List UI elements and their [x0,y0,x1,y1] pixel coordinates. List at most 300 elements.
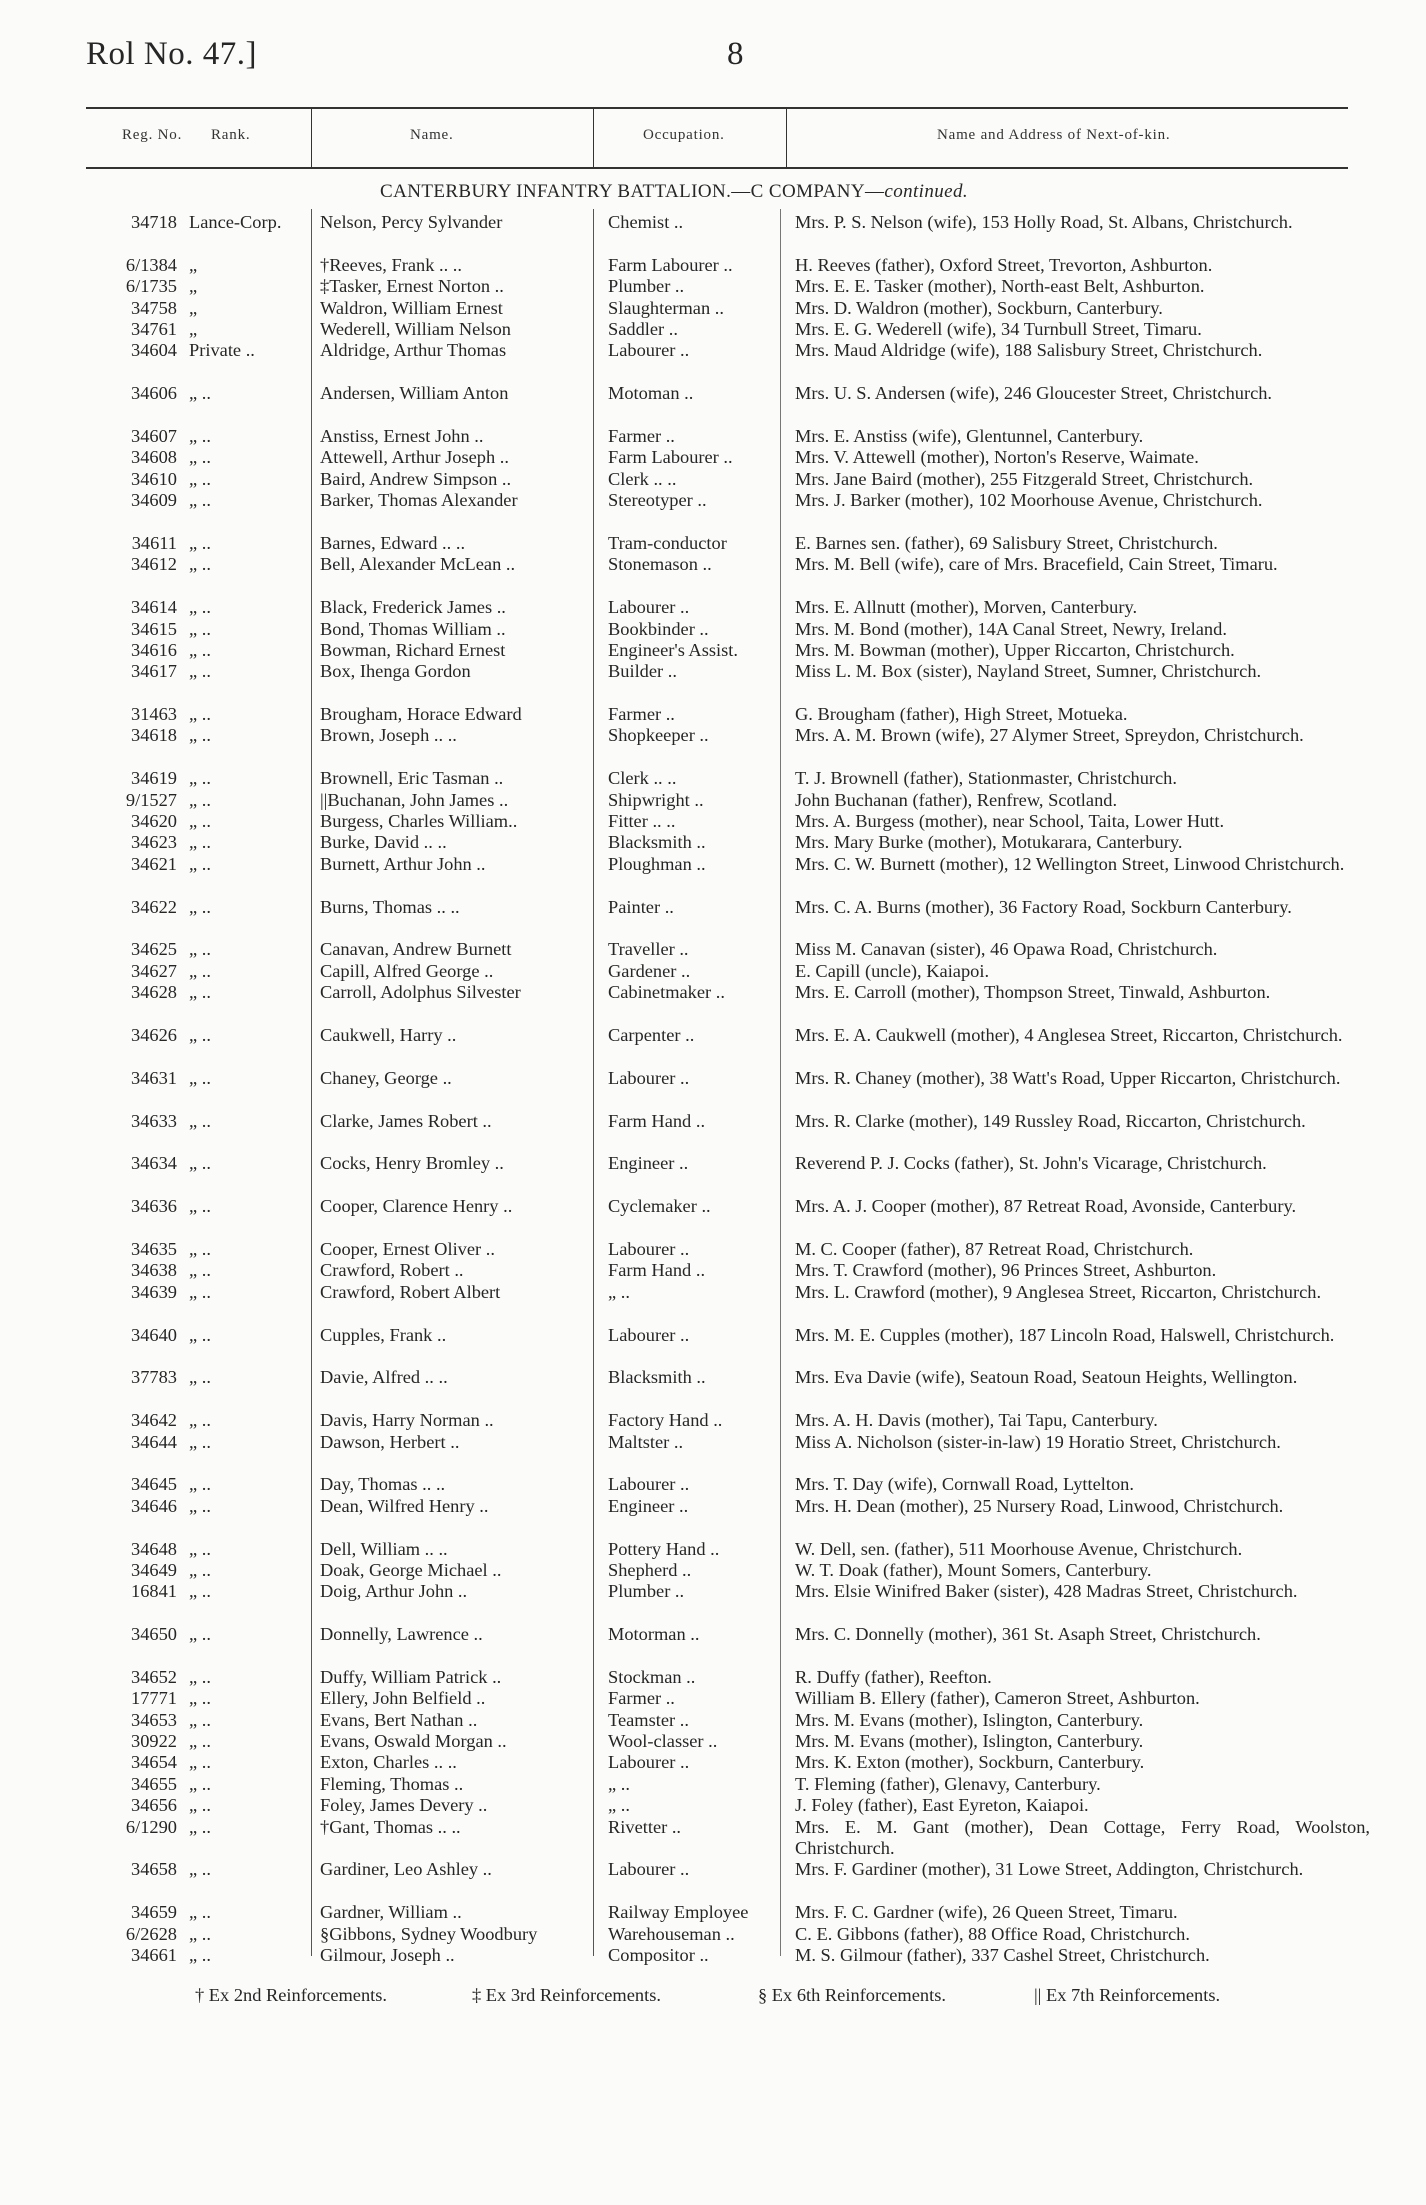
table-row [0,1282,1426,1325]
next-of-kin-cell: Mrs. H. Dean (mother), 25 Nursery Road, Linwood, Christchurch. [795,1495,1284,1516]
name-cell: Bowman, Richard Ernest [320,639,506,660]
rank-cell: „ [189,297,198,318]
reg-no-cell: 17771 [131,1688,177,1709]
name-cell: Day, Thomas .. .. [320,1474,446,1495]
column-header-rank: Rank. [211,127,251,143]
rank-cell: „ .. [189,1281,211,1302]
reg-no-cell: 6/2628 [125,1923,177,1944]
table-row [0,1111,1426,1154]
footnote: || Ex 7th Reinforcements. [1034,1985,1221,2005]
occupation-cell: Chemist .. [608,212,684,232]
next-of-kin-cell: Mrs. E. Carroll (mother), Thompson Street, Tinwald, Ashburton. [795,982,1271,1003]
name-cell: Aldridge, Arthur Thomas [320,340,507,361]
reg-no-cell: 34634 [131,1153,177,1174]
rank-cell: „ .. [189,1238,211,1259]
rank-cell: „ .. [189,1260,211,1281]
name-cell: Chaney, George .. [320,1067,452,1088]
name-cell: Barker, Thomas Alexander [320,490,518,511]
next-of-kin-cell: Miss M. Canavan (sister), 46 Opawa Road, Christchurch. [795,939,1218,960]
name-cell: Davis, Harry Norman .. [320,1410,494,1431]
table-row [0,276,1426,297]
next-of-kin-cell: Mrs. Mary Burke (mother), Motukarara, Canterbury. [795,832,1183,853]
reg-no-cell: 34718 [131,212,177,232]
reg-no-cell: 34644 [131,1431,177,1452]
next-of-kin-cell: Mrs. E. M. Gant (mother), Dean Cottage, Ferry Road, Woolston, Christchurch. [795,1816,1370,1859]
next-of-kin-cell: Mrs. C. Donnelly (mother), 361 St. Asaph Street, Christchurch. [795,1624,1261,1645]
rank-cell: „ .. [189,1945,211,1966]
rank-cell: „ .. [189,1752,211,1773]
occupation-cell: Stonemason .. [608,554,712,575]
section-title-continued: continued. [884,181,969,202]
occupation-cell: Engineer .. [608,1495,689,1516]
reg-no-cell: 34628 [131,982,177,1003]
table-row [0,1496,1426,1539]
footnote: § Ex 6th Reinforcements. [758,1985,946,2005]
name-cell: Dean, Wilfred Henry .. [320,1495,489,1516]
next-of-kin-cell: Mrs. Jane Baird (mother), 255 Fitzgerald Street, Christchurch. [795,468,1254,489]
occupation-cell: Farmer .. [608,1688,675,1709]
occupation-cell: Farm Labourer .. [608,447,733,468]
occupation-cell: Shepherd .. [608,1559,692,1580]
reg-no-cell: 34642 [131,1410,177,1431]
occupation-cell: Slaughterman .. [608,297,724,318]
rank-cell: „ .. [189,554,211,575]
next-of-kin-cell: Miss A. Nicholson (sister-in-law) 19 Horatio Street, Christchurch. [795,1431,1281,1452]
table-row [0,1196,1426,1239]
reg-no-cell: 34640 [131,1324,177,1345]
name-cell: ||Buchanan, John James .. [320,789,509,810]
reg-no-cell: 34610 [131,468,177,489]
rank-cell: „ .. [189,896,211,917]
reg-no-cell: 34607 [131,425,177,446]
next-of-kin-cell: Mrs. M. Bell (wife), care of Mrs. Bracefield, Cain Street, Timaru. [795,554,1278,575]
name-cell: Andersen, William Anton [320,383,509,404]
table-row [0,1902,1426,1923]
rank-cell: „ .. [189,1538,211,1559]
reg-no-cell: 34761 [131,318,177,339]
rank-cell: „ .. [189,1688,211,1709]
table-row [0,255,1426,276]
occupation-cell: Teamster .. [608,1709,689,1730]
reg-no-cell: 6/1290 [125,1816,177,1837]
rank-cell: „ .. [189,768,211,789]
rank-cell: „ [189,276,198,297]
occupation-cell: Farm Labourer .. [608,254,733,275]
occupation-cell: Farmer .. [608,425,675,446]
table-row [0,1325,1426,1368]
occupation-cell: Engineer .. [608,1153,689,1174]
reg-no-cell: 34618 [131,725,177,746]
table-row [0,1025,1426,1068]
occupation-cell: Painter .. [608,896,674,917]
occupation-cell: Labourer .. [608,597,690,618]
occupation-cell: Labourer .. [608,1324,690,1345]
page-number: 8 [727,36,744,72]
next-of-kin-cell: Mrs. E. Anstiss (wife), Glentunnel, Canterbury. [795,425,1144,446]
rank-cell: „ .. [189,939,211,960]
reg-no-cell: 34653 [131,1709,177,1730]
name-cell: Canavan, Andrew Burnett [320,939,512,960]
occupation-cell: Farm Hand .. [608,1110,706,1131]
name-cell: Box, Ihenga Gordon [320,661,471,682]
table-row [0,1624,1426,1667]
name-cell: ‡Tasker, Ernest Norton .. [320,276,504,297]
reg-no-cell: 34650 [131,1624,177,1645]
next-of-kin-cell: Mrs. A. M. Brown (wife), 27 Alymer Street, Spreydon, Christchurch. [795,725,1304,746]
next-of-kin-cell: Mrs. A. Burgess (mother), near School, Taita, Lower Hutt. [795,811,1225,832]
reg-no-cell: 9/1527 [125,789,177,810]
next-of-kin-cell: C. E. Gibbons (father), 88 Office Road, Christchurch. [795,1923,1190,1944]
name-cell: Burke, David .. .. [320,832,447,853]
reg-no-cell: 34608 [131,447,177,468]
table-row [0,1752,1426,1773]
next-of-kin-cell: Mrs. E. Allnutt (mother), Morven, Canterbury. [795,597,1138,618]
occupation-cell: Maltster .. [608,1431,684,1452]
next-of-kin-cell: E. Capill (uncle), Kaiapoi. [795,960,990,981]
occupation-cell: Shopkeeper .. [608,725,709,746]
next-of-kin-cell: M. S. Gilmour (father), 337 Cashel Street, Christchurch. [795,1945,1210,1966]
reg-no-cell: 34645 [131,1474,177,1495]
next-of-kin-cell: Mrs. C. A. Burns (mother), 36 Factory Road, Sockburn Canterbury. [795,896,1292,917]
table-row [0,1667,1426,1688]
next-of-kin-cell: Reverend P. J. Cocks (father), St. John's Vicarage, Christchurch. [795,1153,1267,1174]
table-row [0,1795,1426,1816]
rank-cell: „ .. [189,1410,211,1431]
roll-number: Rol No. 47.] [86,36,257,72]
reg-no-cell: 6/1735 [125,276,177,297]
occupation-cell: Saddler .. [608,318,678,339]
footnote: † Ex 2nd Reinforcements. [195,1985,388,2005]
table-row [0,1774,1426,1795]
next-of-kin-cell: William B. Ellery (father), Cameron Street, Ashburton. [795,1688,1200,1709]
name-cell: Waldron, William Ernest [320,297,503,318]
column-divider [786,107,787,167]
column-header-name: Name. [410,127,454,143]
occupation-cell: Fitter .. .. [608,811,676,832]
table-row [0,1945,1426,1966]
occupation-cell: Builder .. [608,661,677,682]
table-row [0,768,1426,789]
table-row [0,961,1426,982]
section-title [380,181,1120,203]
reg-no-cell: 34661 [131,1945,177,1966]
occupation-cell: Ploughman .. [608,853,706,874]
next-of-kin-cell: Mrs. T. Crawford (mother), 96 Princes Street, Ashburton. [795,1260,1217,1281]
table-row [0,1817,1426,1860]
occupation-cell: Farm Hand .. [608,1260,706,1281]
table-row [0,1432,1426,1475]
reg-no-cell: 34622 [131,896,177,917]
name-cell: Gilmour, Joseph .. [320,1945,455,1966]
table-row [0,1239,1426,1260]
occupation-cell: Motoman .. [608,383,694,404]
name-cell: Exton, Charles .. .. [320,1752,457,1773]
reg-no-cell: 34652 [131,1666,177,1687]
reg-no-cell: 34616 [131,639,177,660]
reg-no-cell: 34627 [131,960,177,981]
next-of-kin-cell: Mrs. V. Attewell (mother), Norton's Reserve, Waimate. [795,447,1199,468]
occupation-cell: Warehouseman .. [608,1923,735,1944]
occupation-cell: Traveller .. [608,939,689,960]
occupation-cell: Plumber .. [608,1581,685,1602]
roll-table [0,212,1426,1966]
rank-cell: „ .. [189,1324,211,1345]
reg-no-cell: 34649 [131,1559,177,1580]
rank-cell: „ .. [189,1795,211,1816]
name-cell: Brown, Joseph .. .. [320,725,457,746]
rank-cell: „ .. [189,1367,211,1388]
table-row [0,212,1426,255]
reg-no-cell: 6/1384 [125,254,177,275]
column-header-next-of-kin: Name and Address of Next-of-kin. [937,127,1171,143]
table-row [0,1710,1426,1731]
occupation-cell: Stereotyper .. [608,490,707,511]
name-cell: Capill, Alfred George .. [320,960,494,981]
occupation-cell: Factory Hand .. [608,1410,723,1431]
next-of-kin-cell: John Buchanan (father), Renfrew, Scotland. [795,789,1118,810]
rank-cell: „ .. [189,661,211,682]
table-row [0,1539,1426,1560]
rank-cell: „ .. [189,1923,211,1944]
rank-cell: „ [189,254,198,275]
reg-no-cell: 34614 [131,597,177,618]
reg-no-cell: 34654 [131,1752,177,1773]
rank-cell: „ .. [189,1110,211,1131]
reg-no-cell: 34636 [131,1196,177,1217]
occupation-cell: Labourer .. [608,1859,690,1880]
next-of-kin-cell: M. C. Cooper (father), 87 Retreat Road, Christchurch. [795,1238,1194,1259]
name-cell: Clarke, James Robert .. [320,1110,492,1131]
table-row [0,640,1426,661]
table-row [0,490,1426,533]
occupation-cell: Motorman .. [608,1624,700,1645]
name-cell: Burgess, Charles William.. [320,811,518,832]
occupation-cell: Pottery Hand .. [608,1538,720,1559]
occupation-cell: „ .. [608,1773,630,1794]
reg-no-cell: 34625 [131,939,177,960]
rank-cell: „ .. [189,1431,211,1452]
name-cell: Carroll, Adolphus Silvester [320,982,521,1003]
rank-cell: „ .. [189,960,211,981]
table-row [0,1581,1426,1624]
table-row [0,854,1426,897]
reg-no-cell: 34621 [131,853,177,874]
rank-cell: „ .. [189,832,211,853]
next-of-kin-cell: Mrs. D. Waldron (mother), Sockburn, Canterbury. [795,297,1163,318]
rank-cell: „ .. [189,425,211,446]
table-row [0,725,1426,768]
table-row [0,298,1426,319]
name-cell: Doak, George Michael .. [320,1559,502,1580]
table-row [0,1410,1426,1431]
table-row [0,1731,1426,1752]
rank-cell: „ .. [189,1666,211,1687]
reg-no-cell: 34656 [131,1795,177,1816]
occupation-cell: Railway Employee [608,1902,749,1923]
occupation-cell: Labourer .. [608,1238,690,1259]
next-of-kin-cell: Mrs. Maud Aldridge (wife), 188 Salisbury Street, Christchurch. [795,340,1263,361]
next-of-kin-cell: Mrs. M. E. Cupples (mother), 187 Lincoln Road, Halswell, Christchurch. [795,1324,1335,1345]
reg-no-cell: 34648 [131,1538,177,1559]
name-cell: Bell, Alexander McLean .. [320,554,516,575]
rank-cell: „ .. [189,789,211,810]
next-of-kin-cell: J. Foley (father), East Eyreton, Kaiapoi. [795,1795,1089,1816]
table-row [0,704,1426,725]
rank-cell: „ .. [189,1495,211,1516]
next-of-kin-cell: W. Dell, sen. (father), 511 Moorhouse Avenue, Christchurch. [795,1538,1243,1559]
name-cell: Ellery, John Belfield .. [320,1688,486,1709]
next-of-kin-cell: T. J. Brownell (father), Stationmaster, Christchurch. [795,768,1177,789]
next-of-kin-cell: Mrs. A. J. Cooper (mother), 87 Retreat Road, Avonside, Canterbury. [795,1196,1297,1217]
next-of-kin-cell: Mrs. F. C. Gardner (wife), 26 Queen Street, Timaru. [795,1902,1178,1923]
rank-cell: „ .. [189,1067,211,1088]
next-of-kin-cell: Mrs. L. Crawford (mother), 9 Anglesea Street, Riccarton, Christchurch. [795,1281,1322,1302]
column-header-band [86,107,1348,169]
reg-no-cell: 34631 [131,1067,177,1088]
name-cell: Cooper, Clarence Henry .. [320,1196,513,1217]
name-cell: Evans, Oswald Morgan .. [320,1731,507,1752]
name-cell: Barnes, Edward .. .. [320,532,466,553]
rank-cell: „ .. [189,811,211,832]
table-row [0,790,1426,811]
name-cell: Burnett, Arthur John .. [320,853,486,874]
next-of-kin-cell: Mrs. R. Chaney (mother), 38 Watt's Road, Upper Riccarton, Christchurch. [795,1067,1341,1088]
rank-cell: „ .. [189,1153,211,1174]
name-cell: Wederell, William Nelson [320,318,511,339]
table-row [0,1068,1426,1111]
name-cell: Evans, Bert Nathan .. [320,1709,478,1730]
rank-cell: „ .. [189,1025,211,1045]
occupation-cell: Gardener .. [608,960,691,981]
rank-cell: „ .. [189,639,211,660]
rank-cell: „ .. [189,1581,211,1602]
next-of-kin-cell: Mrs. C. W. Burnett (mother), 12 Wellington Street, Linwood Christchurch. [795,853,1345,874]
reg-no-cell: 34635 [131,1238,177,1259]
occupation-cell: Clerk .. .. [608,468,677,489]
rank-cell: „ .. [189,725,211,746]
occupation-cell: Labourer .. [608,1474,690,1495]
occupation-cell: „ .. [608,1281,630,1302]
reg-no-cell: 34658 [131,1859,177,1880]
occupation-cell: Plumber .. [608,276,685,297]
rank-cell: Lance-Corp. [189,212,282,232]
next-of-kin-cell: R. Duffy (father), Reefton. [795,1666,992,1687]
reg-no-cell: 34633 [131,1110,177,1131]
table-row [0,1924,1426,1945]
rank-cell: „ .. [189,383,211,404]
name-cell: Crawford, Robert .. [320,1260,464,1281]
next-of-kin-cell: Mrs. F. Gardiner (mother), 31 Lowe Street, Addington, Christchurch. [795,1859,1304,1880]
rank-cell: „ .. [189,618,211,639]
next-of-kin-cell: Mrs. Elsie Winifred Baker (sister), 428 Madras Street, Christchurch. [795,1581,1298,1602]
name-cell: Cooper, Ernest Oliver .. [320,1238,495,1259]
table-row [0,832,1426,853]
name-cell: Donnelly, Lawrence .. [320,1624,483,1645]
table-row [0,939,1426,960]
occupation-cell: Tram-conductor [608,532,727,553]
reg-no-cell: 34615 [131,618,177,639]
name-cell: Anstiss, Ernest John .. [320,425,484,446]
name-cell: Duffy, William Patrick .. [320,1666,502,1687]
occupation-cell: Stockman .. [608,1666,696,1687]
table-row [0,1688,1426,1709]
reg-no-cell: 34619 [131,768,177,789]
next-of-kin-cell: Mrs. J. Barker (mother), 102 Moorhouse Avenue, Christchurch. [795,490,1263,511]
rank-cell: „ .. [189,1559,211,1580]
occupation-cell: Blacksmith .. [608,832,706,853]
name-cell: Crawford, Robert Albert [320,1281,501,1302]
table-row [0,1474,1426,1495]
name-cell: Cupples, Frank .. [320,1324,447,1345]
next-of-kin-cell: Miss L. M. Box (sister), Nayland Street, Sumner, Christchurch. [795,661,1262,682]
reg-no-cell: 34620 [131,811,177,832]
name-cell: Burns, Thomas .. .. [320,896,460,917]
reg-no-cell: 34626 [131,1025,177,1045]
occupation-cell: Bookbinder .. [608,618,709,639]
name-cell: Black, Frederick James .. [320,597,506,618]
table-row [0,1367,1426,1410]
reg-no-cell: 31463 [131,704,177,725]
rank-cell: „ .. [189,490,211,511]
occupation-cell: Labourer .. [608,1752,690,1773]
occupation-cell: Rivetter .. [608,1816,682,1837]
reg-no-cell: 34604 [131,340,177,361]
page-header [0,0,1426,100]
occupation-cell: Labourer .. [608,1067,690,1088]
reg-no-cell: 37783 [131,1367,177,1388]
rank-cell: „ [189,318,198,339]
rank-cell: „ .. [189,982,211,1003]
name-cell: Fleming, Thomas .. [320,1773,464,1794]
reg-no-cell: 34611 [131,532,177,553]
table-row [0,1859,1426,1902]
name-cell: Bond, Thomas William .. [320,618,506,639]
next-of-kin-cell: Mrs. M. Evans (mother), Islington, Canterbury. [795,1731,1144,1752]
next-of-kin-cell: H. Reeves (father), Oxford Street, Trevorton, Ashburton. [795,254,1213,275]
name-cell: Gardner, William .. [320,1902,462,1923]
name-cell: Attewell, Arthur Joseph .. [320,447,509,468]
reg-no-cell: 34617 [131,661,177,682]
rank-cell: „ .. [189,447,211,468]
table-row [0,1260,1426,1281]
next-of-kin-cell: Mrs. E. G. Wederell (wife), 34 Turnbull Street, Timaru. [795,318,1202,339]
table-row [0,982,1426,1025]
table-row [0,1153,1426,1196]
column-divider [311,107,312,167]
name-cell: Brownell, Eric Tasman .. [320,768,504,789]
occupation-cell: Labourer .. [608,340,690,361]
name-cell: Doig, Arthur John .. [320,1581,468,1602]
next-of-kin-cell: Mrs. K. Exton (mother), Sockburn, Canterbury. [795,1752,1145,1773]
name-cell: Foley, James Devery .. [320,1795,488,1816]
rank-cell: „ .. [189,1859,211,1880]
name-cell: Cocks, Henry Bromley .. [320,1153,504,1174]
next-of-kin-cell: Mrs. E. A. Caukwell (mother), 4 Anglesea Street, Riccarton, Christchurch. [795,1025,1343,1045]
reg-no-cell: 34606 [131,383,177,404]
reg-no-cell: 16841 [131,1581,177,1602]
next-of-kin-cell: Mrs. M. Evans (mother), Islington, Canterbury. [795,1709,1144,1730]
table-row [0,533,1426,554]
rank-cell: „ .. [189,532,211,553]
occupation-cell: Carpenter .. [608,1025,695,1045]
rank-cell: „ .. [189,1816,211,1837]
occupation-cell: Compositor .. [608,1945,709,1966]
next-of-kin-cell: Mrs. Eva Davie (wife), Seatoun Road, Seatoun Heights, Wellington. [795,1367,1298,1388]
next-of-kin-cell: Mrs. R. Clarke (mother), 149 Russley Road, Riccarton, Christchurch. [795,1110,1306,1131]
table-row [0,1560,1426,1581]
table-row [0,426,1426,447]
name-cell: Nelson, Percy Sylvander [320,212,503,232]
